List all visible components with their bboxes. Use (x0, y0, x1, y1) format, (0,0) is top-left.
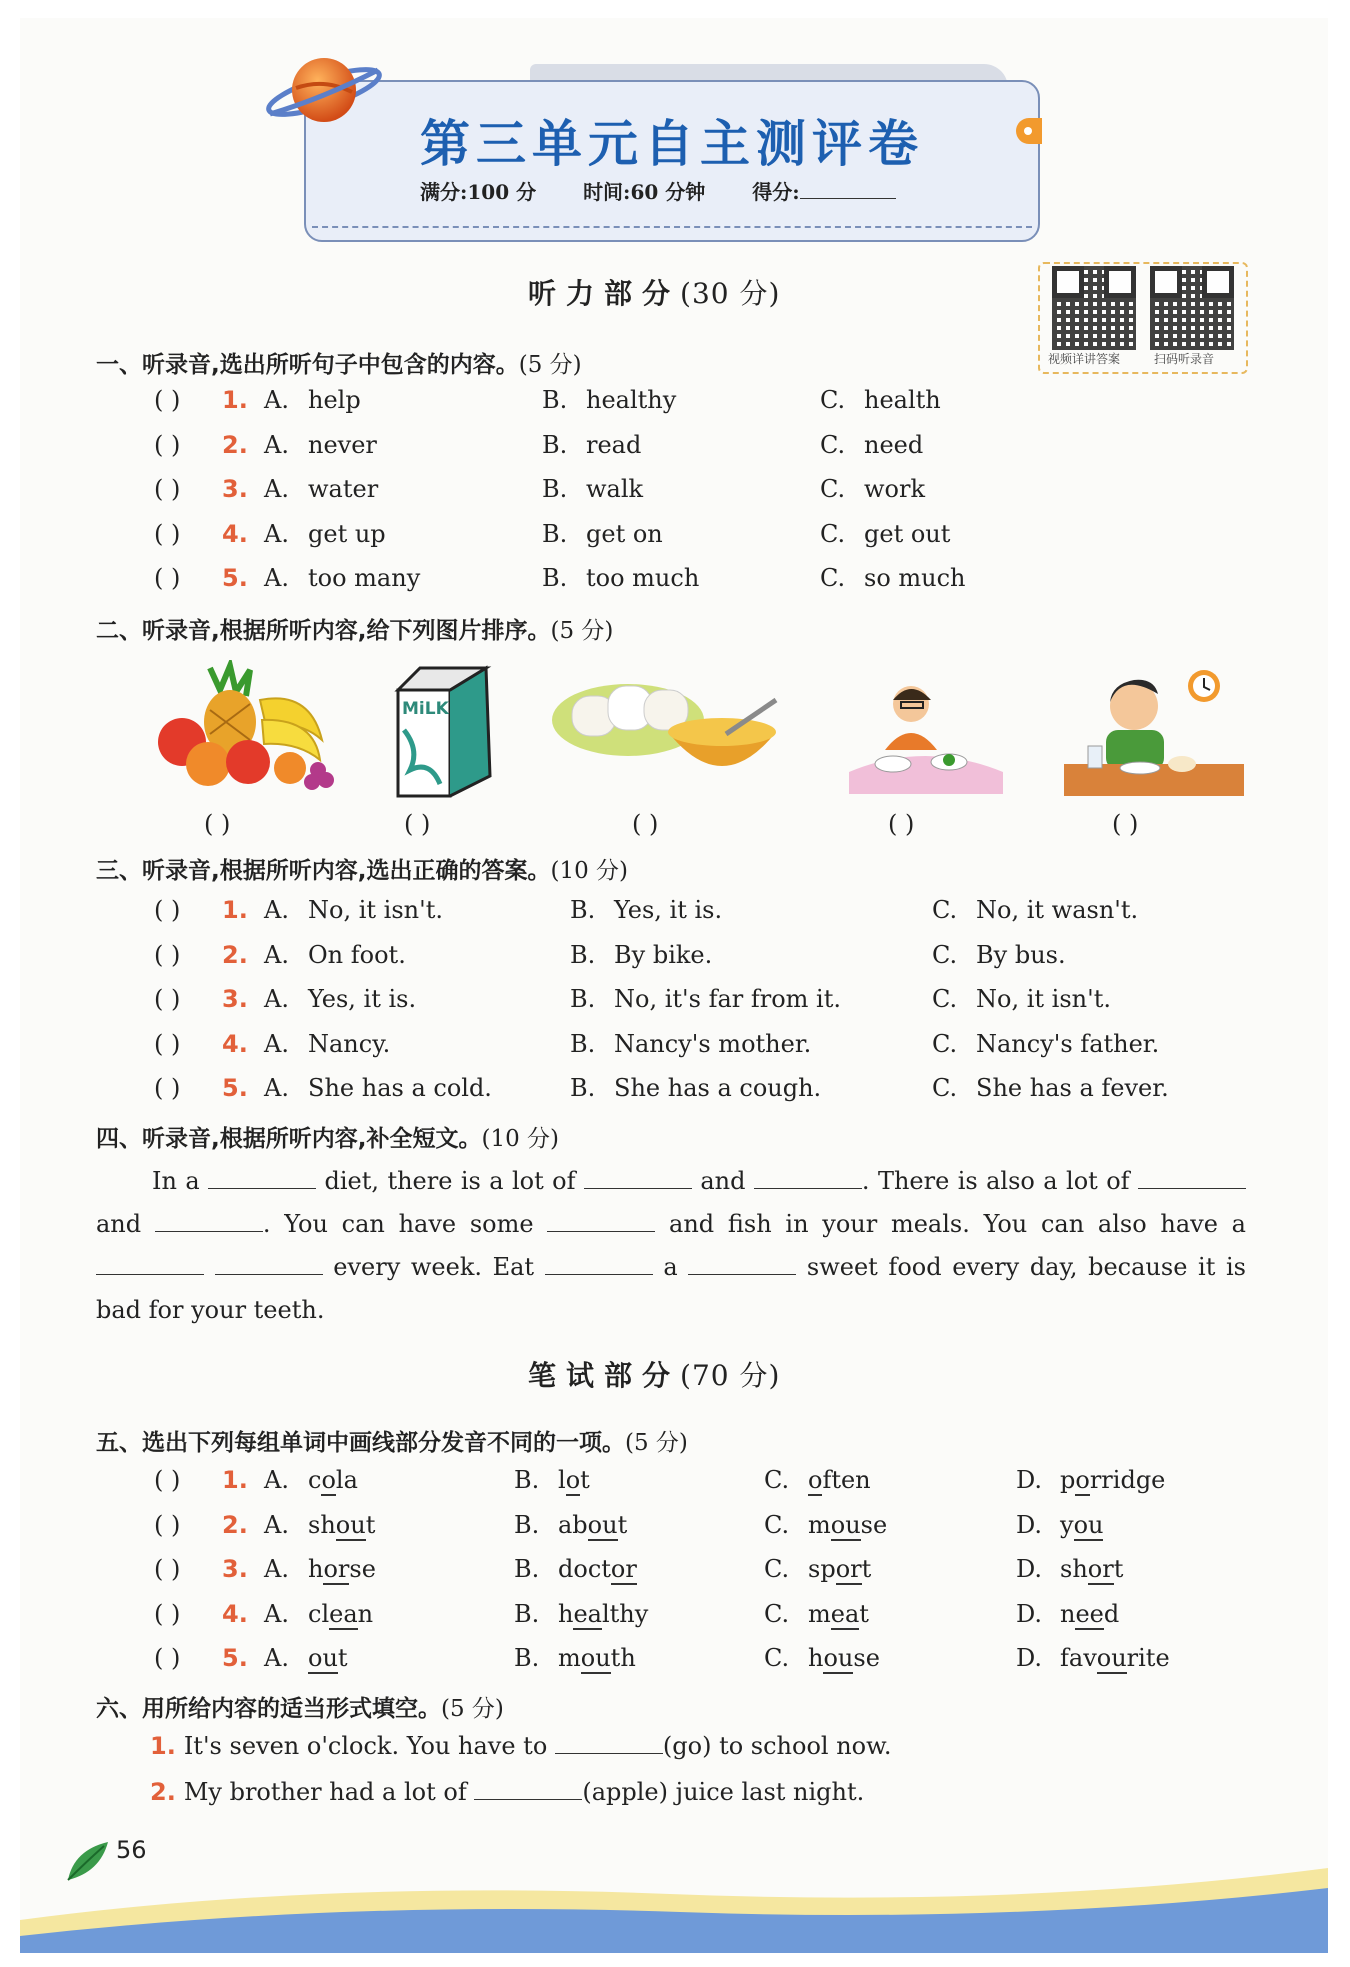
word-part: h (808, 1644, 824, 1672)
option-letter: D. (1016, 1644, 1043, 1672)
option-text: She has a cold. (308, 1074, 492, 1102)
answer-paren[interactable]: ( ) (154, 564, 181, 592)
option-letter: A. (264, 1510, 289, 1539)
qr-caption-audio: 扫码听录音 (1154, 352, 1215, 366)
answer-paren[interactable]: ( ) (154, 519, 181, 548)
underlined-letters: o (565, 1466, 581, 1494)
qr-caption-video: 视频详讲答案 (1048, 352, 1121, 366)
word-part: ften (822, 1466, 871, 1494)
option-text: healthy (586, 386, 677, 414)
option-letter: A. (264, 1644, 289, 1672)
option-letter: B. (542, 519, 568, 548)
option-letter: B. (570, 1074, 596, 1102)
option-c[interactable] (764, 1511, 887, 1539)
option-a[interactable] (264, 1074, 492, 1102)
cloze-blank[interactable] (1138, 1169, 1246, 1189)
underlined-letters: or (323, 1555, 350, 1583)
exam-title: 第三单元自主测评卷 (420, 115, 924, 173)
bread-and-porridge-picture (550, 670, 790, 800)
option-b[interactable] (514, 1600, 648, 1628)
option-letter: A. (264, 430, 289, 459)
word-part: y (1060, 1510, 1074, 1539)
option-a[interactable] (264, 1030, 390, 1058)
option-letter: C. (820, 564, 846, 592)
question-number: 4. (222, 1029, 248, 1058)
question-number: 4. (222, 1599, 248, 1628)
milk-carton-picture (390, 660, 500, 800)
option-b[interactable] (542, 475, 643, 503)
answer-paren[interactable]: ( ) (154, 1466, 181, 1494)
option-c[interactable] (932, 896, 1138, 924)
cloze-blank[interactable] (545, 1255, 653, 1275)
option-letter: D. (1016, 1599, 1043, 1628)
question-number: 5. (222, 1644, 248, 1672)
underlined-letters: ou (580, 1644, 611, 1672)
option-letter: A. (264, 1074, 289, 1102)
option-text: need (864, 430, 924, 459)
option-letter: B. (542, 386, 568, 414)
option-text: No, it isn't. (308, 896, 443, 924)
option-c[interactable] (820, 564, 966, 592)
option-letter: B. (542, 430, 568, 459)
answer-paren[interactable]: ( ) (154, 386, 181, 414)
word-part: cl (308, 1599, 330, 1628)
exam-meta (420, 176, 976, 205)
girl-eating-picture (845, 680, 1005, 800)
answer-paren[interactable]: ( ) (154, 1644, 181, 1672)
qr-code-video-icon[interactable] (1052, 266, 1136, 350)
option-letter: C. (764, 1599, 790, 1628)
option-letter: A. (264, 1555, 289, 1583)
option-text: No, it's far from it. (614, 985, 842, 1013)
question-number: 2. (222, 940, 248, 969)
word-part: p (1060, 1466, 1076, 1494)
written-part-title: 笔试部分(70 分) (528, 1359, 781, 1392)
option-text: help (308, 386, 361, 414)
option-letter: B. (570, 985, 596, 1013)
option-text: By bike. (614, 940, 713, 969)
option-letter: A. (264, 940, 289, 969)
cloze-blank[interactable] (96, 1255, 204, 1275)
option-letter: C. (764, 1555, 790, 1583)
word-part: th (610, 1644, 636, 1672)
option-letter: C. (820, 475, 846, 503)
word-part: rridge (1089, 1466, 1166, 1494)
answer-paren[interactable]: ( ) (154, 985, 181, 1013)
word-part: c (308, 1466, 322, 1494)
underlined-letters: ou (823, 1644, 854, 1672)
option-letter: B. (570, 1029, 596, 1058)
word-part: sh (308, 1510, 336, 1539)
cloze-blank[interactable] (584, 1169, 692, 1189)
option-c[interactable] (764, 1466, 871, 1494)
question-number: 3. (222, 475, 248, 503)
option-letter: A. (264, 519, 289, 548)
option-letter: C. (820, 519, 846, 548)
underlined-letters: o (321, 1466, 336, 1494)
answer-paren[interactable]: ( ) (154, 1599, 181, 1628)
option-letter: D. (1016, 1510, 1043, 1539)
option-c[interactable] (820, 520, 950, 548)
option-text: She has a fever. (976, 1074, 1169, 1102)
option-text: No, it wasn't. (976, 896, 1139, 924)
option-d[interactable] (1016, 1511, 1103, 1539)
option-letter: C. (764, 1644, 790, 1672)
fill-item-2: 2. My brother had a lot of (apple) juice last night. (150, 1778, 865, 1806)
option-text: never (308, 430, 377, 459)
option-b[interactable] (570, 941, 712, 969)
question-number: 3. (222, 985, 248, 1013)
cloze-blank[interactable] (155, 1212, 263, 1232)
answer-paren[interactable]: ( ) (154, 1555, 181, 1583)
word-part: n (1060, 1599, 1076, 1628)
option-text: get on (586, 519, 663, 548)
word-part: lthy (601, 1599, 649, 1628)
word-part: l (558, 1466, 566, 1494)
option-b[interactable] (570, 1074, 821, 1102)
question-number: 1. (222, 896, 248, 924)
word-part: m (808, 1510, 831, 1539)
option-a[interactable] (264, 564, 420, 592)
cloze-blank[interactable] (547, 1212, 655, 1232)
cloze-blank[interactable] (754, 1169, 862, 1189)
cloze-blank[interactable] (208, 1169, 316, 1189)
option-b[interactable] (542, 564, 699, 592)
option-d[interactable] (1016, 1600, 1119, 1628)
option-letter: B. (570, 940, 596, 969)
word-part: fav (1060, 1644, 1097, 1672)
option-b[interactable] (542, 431, 641, 459)
section-2-title: 二、听录音,根据所听内容,给下列图片排序。(5 分) (96, 618, 614, 644)
option-text: too many (308, 564, 421, 592)
option-letter: C. (820, 386, 846, 414)
score-blank[interactable] (800, 198, 896, 199)
option-letter: C. (932, 896, 958, 924)
banner-dashed-line (312, 226, 1032, 228)
option-a[interactable] (264, 520, 386, 548)
word-part: t (617, 1510, 628, 1539)
cloze-passage: In a diet, there is a lot of and . There is also a lot of and . You can have some and fish in your meals. You can also have a every week. Eat a sweet food every day, because it is bad for your teeth. (96, 1167, 1246, 1324)
word-part: se (349, 1555, 376, 1583)
option-b[interactable] (542, 520, 663, 548)
section-3-title: 三、听录音,根据所听内容,选出正确的答案。(10 分) (96, 858, 629, 884)
question-number: 5. (222, 1074, 248, 1102)
option-letter: B. (570, 896, 596, 924)
option-text: Nancy's mother. (614, 1029, 812, 1058)
answer-paren[interactable]: ( ) (154, 1510, 181, 1539)
option-text: She has a cough. (614, 1074, 822, 1102)
option-d[interactable] (1016, 1466, 1165, 1494)
word-part: d (1103, 1599, 1120, 1628)
option-a[interactable] (264, 985, 416, 1013)
word-part: doct (558, 1555, 611, 1583)
picture-4-answer[interactable]: ( ) (888, 810, 915, 838)
word-part: m (558, 1644, 581, 1672)
picture-5-answer[interactable]: ( ) (1112, 810, 1139, 838)
full-marks: 满分:100 分 (420, 180, 537, 204)
answer-paren[interactable]: ( ) (154, 1074, 181, 1102)
option-text: No, it isn't. (976, 985, 1111, 1013)
question-number: 1. (222, 386, 248, 414)
section-4-title: 四、听录音,根据所听内容,补全短文。(10 分) (96, 1126, 560, 1152)
option-text: water (308, 475, 379, 503)
option-letter: C. (764, 1466, 790, 1494)
word-part: la (335, 1466, 358, 1494)
option-b[interactable] (570, 985, 841, 1013)
option-text: get up (308, 519, 386, 548)
option-b[interactable] (514, 1555, 637, 1583)
option-a[interactable] (264, 1644, 348, 1672)
option-a[interactable] (264, 941, 406, 969)
question-number: 1. (222, 1466, 248, 1494)
option-text: walk (586, 475, 644, 503)
underlined-letters: or (610, 1555, 637, 1583)
answer-paren[interactable]: ( ) (154, 430, 181, 459)
option-text: Nancy. (308, 1029, 391, 1058)
word-part: sp (808, 1555, 836, 1583)
option-a[interactable] (264, 896, 443, 924)
option-text: Nancy's father. (976, 1029, 1160, 1058)
fill-item-1: 1. It's seven o'clock. You have to (go) to school now. (150, 1732, 892, 1760)
word-part: rite (1126, 1644, 1170, 1672)
option-c[interactable] (820, 386, 941, 414)
option-c[interactable] (764, 1644, 880, 1672)
option-c[interactable] (932, 941, 1066, 969)
word-part: t (580, 1466, 590, 1494)
fill-blank[interactable] (555, 1734, 663, 1754)
option-letter: C. (820, 430, 846, 459)
underlined-letters: ou (587, 1510, 618, 1539)
underlined-letters: ea (573, 1599, 602, 1628)
picture-1-answer[interactable]: ( ) (204, 810, 231, 838)
answer-paren[interactable]: ( ) (154, 1029, 181, 1058)
option-c[interactable] (764, 1555, 871, 1583)
option-text: Yes, it is. (308, 985, 417, 1013)
option-letter: B. (514, 1644, 540, 1672)
word-part: h (308, 1555, 324, 1583)
option-b[interactable] (514, 1644, 636, 1672)
option-c[interactable] (932, 1074, 1169, 1102)
option-letter: C. (932, 985, 958, 1013)
word-part: h (558, 1599, 574, 1628)
option-letter: C. (932, 940, 958, 969)
option-c[interactable] (764, 1600, 869, 1628)
option-c[interactable] (932, 1030, 1159, 1058)
picture-3-answer[interactable]: ( ) (632, 810, 659, 838)
word-part: sh (1060, 1555, 1088, 1583)
word-part: n (357, 1599, 374, 1628)
underlined-letters: ea (329, 1599, 358, 1628)
option-d[interactable] (1016, 1644, 1170, 1672)
qr-code-audio-icon[interactable] (1150, 266, 1234, 350)
underlined-letters: ou (830, 1510, 861, 1539)
underlined-letters: or (835, 1555, 862, 1583)
word-part: se (853, 1644, 880, 1672)
underlined-letters: or (1087, 1555, 1114, 1583)
option-letter: B. (514, 1599, 540, 1628)
option-letter: C. (764, 1510, 790, 1539)
option-letter: B. (514, 1466, 540, 1494)
option-a[interactable] (264, 475, 378, 503)
option-text: too much (586, 564, 700, 592)
option-letter: A. (264, 1599, 289, 1628)
word-part: t (365, 1510, 376, 1539)
question-number: 4. (222, 519, 248, 548)
fruit-picture (150, 660, 340, 792)
option-letter: B. (542, 564, 568, 592)
option-a[interactable] (264, 1466, 358, 1494)
option-b[interactable] (570, 1030, 811, 1058)
answer-paren[interactable]: ( ) (154, 896, 181, 924)
underlined-letters: ou (335, 1510, 366, 1539)
word-part: ab (558, 1510, 588, 1539)
option-c[interactable] (932, 985, 1111, 1013)
option-b[interactable] (514, 1466, 590, 1494)
option-b[interactable] (542, 386, 676, 414)
underlined-letters: o (1075, 1466, 1090, 1494)
word-part: t (859, 1599, 869, 1628)
option-c[interactable] (820, 475, 925, 503)
underlined-letters: ou (308, 1644, 338, 1672)
underlined-letters: ee (1075, 1599, 1104, 1628)
option-b[interactable] (570, 896, 722, 924)
cloze-blank[interactable] (688, 1255, 796, 1275)
question-number: 3. (222, 1555, 248, 1583)
question-number: 2. (222, 1510, 248, 1539)
listening-part-title: 听力部分(30 分) (528, 277, 781, 310)
answer-paren[interactable]: ( ) (154, 475, 181, 503)
option-letter: A. (264, 1466, 289, 1494)
cloze-blank[interactable] (215, 1255, 323, 1275)
footer-wave (20, 1860, 1328, 1953)
option-letter: A. (264, 386, 289, 414)
option-c[interactable] (820, 431, 923, 459)
option-letter: C. (932, 1029, 958, 1058)
option-text: get out (864, 519, 951, 548)
word-part: se (860, 1510, 888, 1539)
option-a[interactable] (264, 431, 377, 459)
option-letter: A. (264, 896, 289, 924)
option-text: On foot. (308, 940, 406, 969)
underlined-letters: ou (1073, 1510, 1104, 1539)
option-letter: A. (264, 1029, 289, 1058)
boy-eating-picture (1064, 660, 1244, 796)
option-a[interactable] (264, 1511, 375, 1539)
option-letter: A. (264, 475, 289, 503)
question-number: 5. (222, 564, 248, 592)
fill-blank[interactable] (474, 1780, 582, 1800)
word-part: m (808, 1599, 831, 1628)
score-label: 得分: (752, 180, 935, 204)
option-letter: B. (514, 1510, 540, 1539)
section-1-title: 一、听录音,选出所听句子中包含的内容。(5 分) (96, 352, 582, 378)
leaf-icon (64, 1836, 112, 1884)
page-number: 56 (116, 1836, 147, 1864)
picture-2-answer[interactable]: ( ) (404, 810, 431, 838)
milk-label: MiLK (402, 699, 449, 719)
option-text: work (864, 475, 926, 503)
answer-paren[interactable]: ( ) (154, 940, 181, 969)
option-text: so much (864, 564, 966, 592)
option-b[interactable] (514, 1511, 627, 1539)
option-letter: D. (1016, 1466, 1043, 1494)
option-letter: B. (514, 1555, 540, 1583)
option-letter: B. (542, 475, 568, 503)
option-letter: C. (932, 1074, 958, 1102)
option-a[interactable] (264, 1600, 373, 1628)
underlined-letters: ea (830, 1599, 860, 1628)
section-5-title: 五、选出下列每组单词中画线部分发音不同的一项。(5 分) (96, 1430, 688, 1456)
underlined-letters: ou (1096, 1644, 1127, 1672)
option-d[interactable] (1016, 1555, 1123, 1583)
word-part: t (1113, 1555, 1124, 1583)
option-text: read (586, 430, 642, 459)
option-a[interactable] (264, 386, 361, 414)
time-limit: 时间:60 分钟 (583, 180, 706, 204)
word-part: t (337, 1644, 348, 1672)
option-letter: A. (264, 985, 289, 1013)
option-letter: A. (264, 564, 289, 592)
word-part: t (861, 1555, 872, 1583)
question-number: 2. (222, 430, 248, 459)
section-6-title: 六、用所给内容的适当形式填空。(5 分) (96, 1696, 504, 1722)
option-text: By bus. (976, 940, 1066, 969)
option-a[interactable] (264, 1555, 376, 1583)
option-text: health (864, 386, 941, 414)
underlined-letters: o (808, 1466, 823, 1494)
option-text: Yes, it is. (614, 896, 723, 924)
option-letter: D. (1016, 1555, 1043, 1583)
